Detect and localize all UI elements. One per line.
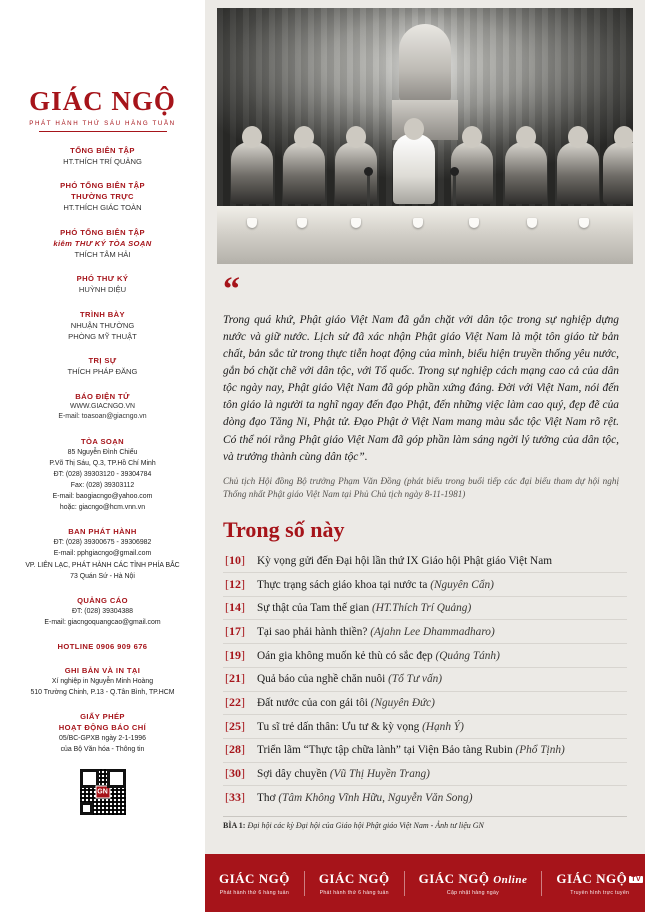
office-title: BAN PHÁT HÀNH xyxy=(68,527,137,537)
office-title: QUẢNG CÁO xyxy=(77,595,128,605)
footer-logo-online[interactable] xyxy=(404,871,542,896)
footer-logo-tv-tag: TV xyxy=(631,876,642,884)
photo-person xyxy=(557,142,599,204)
toc-entry xyxy=(257,767,430,782)
footer-logo-weekly[interactable] xyxy=(304,871,404,896)
office-line: 73 Quán Sứ - Hà Nội xyxy=(70,572,135,580)
license-title-2: HOẠT ĐỘNG BÁO CHÍ xyxy=(58,722,147,732)
toc-page-value: 28 xyxy=(229,742,241,757)
footer-logos xyxy=(205,871,645,896)
qr-finder-bottom-left xyxy=(80,802,93,815)
toc-entry-title: Đất nước của con gái tôi xyxy=(257,697,368,709)
credit-title: PHÓ TỔNG BIÊN TẬP xyxy=(60,227,145,237)
toc-item[interactable] xyxy=(223,549,627,573)
credit-line: PHÒNG MỸ THUẬT xyxy=(68,331,137,341)
toc-entry xyxy=(257,554,552,569)
credit-line: THÍCH TÂM HẢI xyxy=(74,249,131,259)
toc-page-number: [14] xyxy=(225,600,245,615)
credit-line: THÍCH PHÁP ĐĂNG xyxy=(67,367,138,377)
credit-title: TỔNG BIÊN TẬP xyxy=(70,146,135,155)
toc-item[interactable] xyxy=(223,573,627,597)
toc-entry xyxy=(257,720,464,735)
photo-teacup xyxy=(527,218,537,228)
toc-entry-author: (Nguyên Cẩn) xyxy=(430,578,494,591)
toc-entry-title: Thực trạng sách giáo khoa tại nước ta xyxy=(257,578,428,591)
toc-page-number: [21] xyxy=(225,671,245,686)
footer-left-spacer xyxy=(0,854,205,912)
toc-item[interactable] xyxy=(223,597,627,621)
photo-delegates-row xyxy=(217,112,633,204)
footer-logo-sub: Phát hành thứ 6 hàng tuần xyxy=(319,889,389,896)
credit-title-2: THƯỜNG TRỰC xyxy=(71,192,134,202)
toc-entry xyxy=(257,696,435,711)
credit-line: NHUẬN THƯỜNG xyxy=(70,320,135,330)
credit-block xyxy=(10,227,195,260)
toc-entry-author: (Hạnh Ý) xyxy=(422,720,464,733)
office-block-toasoan xyxy=(10,436,195,513)
toc-item[interactable] xyxy=(223,668,627,692)
office-line: ĐT: (028) 39303120 - 39304784 xyxy=(53,471,152,479)
photo-table xyxy=(217,206,633,264)
photo-person xyxy=(505,142,547,204)
photo-person xyxy=(231,142,273,204)
license-line: 05/BC-GPXB ngày 2-1-1996 xyxy=(59,734,146,742)
caption-text: Đại hội các kỳ Đại hội của Giáo hội Phật giáo Việt Nam - Ảnh tư liệu GN xyxy=(247,820,484,830)
office-block-printing xyxy=(10,665,195,698)
footer-logo-print[interactable] xyxy=(205,871,304,896)
office-title: TÒA SOẠN xyxy=(81,437,124,447)
toc-entry xyxy=(257,672,442,687)
content-column xyxy=(205,0,645,854)
quote-text: Trong quá khứ, Phật giáo Việt Nam đã gắn chặt với dân tộc trong sự nghiệp dựng nước và giữ nước. Lịch sử đã xác nhận Phật giáo Việt Nam là một tôn giáo từ bản chất, bản sắc từ trong thực tiễn hoạt động của mình, biểu hiện truyền thống yêu nước, gắn bó chặt chẽ với dân tộc, với Tổ quốc. Trong sự nghiệp cách mạng cao cả của dân tộc ngày nay, Phật giáo Việt Nam đã góp phần xứng đáng. Đời với Việt Nam, nói đến tôn giáo là người ta nghĩ ngay đến đạo Phật, đến những việc làm cao quý, đẹp đẽ của dòng đạo Tăng Ni, Phật tử. Đạo Phật ở Việt Nam mang màu sắc tộc Việt Nam rõ rệt. Có thể nói rằng Phật giáo Việt Nam đã góp phần làm sáng ngời lý tưởng của dân tộc, và trưởng thành cùng dân tộc”. xyxy=(223,313,619,463)
toc-entry-author: (Tâm Không Vĩnh Hữu, Nguyễn Văn Song) xyxy=(278,791,473,804)
toc-entry-title: Quả báo của nghề chăn nuôi xyxy=(257,673,386,686)
toc-page-value: 17 xyxy=(229,623,241,638)
toc-item[interactable] xyxy=(223,715,627,739)
toc-entry-author: (Tổ Tư vấn) xyxy=(388,673,442,686)
pull-quote xyxy=(205,264,645,501)
toc-item[interactable] xyxy=(223,644,627,668)
toc-page-value: 14 xyxy=(229,600,241,615)
office-block-advertising xyxy=(10,595,195,628)
toc-entry xyxy=(257,791,472,806)
office-line: Fax: (028) 39303112 xyxy=(70,482,135,490)
qr-code[interactable] xyxy=(80,769,126,815)
masthead-title: GIÁC NGỘ xyxy=(29,86,176,116)
qr-logo: GN xyxy=(95,785,110,798)
office-line: ĐT: (028) 39300675 - 39306982 xyxy=(53,539,152,547)
toc-page-value: 33 xyxy=(229,789,241,804)
toc-item[interactable] xyxy=(223,763,627,787)
photo-teacup xyxy=(351,218,361,228)
quote-attribution: Chủ tịch Hội đồng Bộ trưởng Phạm Văn Đồng (phát biểu trong buổi tiếp các đại biểu tham dự hội nghị Thống nhất Phật giáo Việt Nam tại Phủ Chủ tịch ngày 8-11-1981) xyxy=(223,475,619,500)
toc-item[interactable] xyxy=(223,692,627,716)
toc-item[interactable] xyxy=(223,620,627,644)
footer-wrap xyxy=(0,854,645,912)
quote-mark-icon: “ xyxy=(223,271,240,308)
caption-label: BÌA 1: xyxy=(223,820,246,830)
toc-page-number: [30] xyxy=(225,766,245,781)
toc-page-number: [25] xyxy=(225,718,245,733)
toc-heading: Trong số này xyxy=(223,517,345,543)
toc-entry-title: Tu sĩ trẻ dấn thân: Ưu tư & kỳ vọng xyxy=(257,720,420,733)
credit-block xyxy=(10,145,195,167)
photo-table-items xyxy=(217,212,633,228)
toc-entry-author: (Vũ Thị Huyền Trang) xyxy=(329,768,430,781)
toc-entry xyxy=(257,743,565,758)
toc-entry-author: (Quảng Tánh) xyxy=(435,649,500,662)
office-block-distribution xyxy=(10,526,195,581)
credit-title: BÁO ĐIỆN TỬ xyxy=(75,391,130,401)
toc-page-value: 25 xyxy=(229,718,241,733)
credit-block xyxy=(10,180,195,213)
toc-entry xyxy=(257,625,495,640)
photo-bust-statue xyxy=(399,24,451,102)
footer-logo-online-word: Online xyxy=(493,873,528,886)
footer-logo-name: GIÁC NGỘ xyxy=(318,870,390,886)
toc-entry-author: (Phổ Tịnh) xyxy=(515,744,565,757)
table-of-contents xyxy=(223,549,627,808)
email-link[interactable]: E-mail: toasoan@giacngo.vn xyxy=(58,413,147,421)
photo-person xyxy=(603,142,633,204)
office-line: VP. LIÊN LẠC, PHÁT HÀNH CÁC TỈNH PHÍA BẮC xyxy=(25,561,180,569)
toc-page-value: 10 xyxy=(229,552,241,567)
masthead-rule xyxy=(39,131,167,132)
footer-logo-name: GIÁC NGỘ xyxy=(219,870,290,886)
toc-page-value: 21 xyxy=(229,671,241,686)
credit-line: HT.THÍCH TRÍ QUẢNG xyxy=(63,157,142,166)
toc-page-value: 12 xyxy=(229,576,241,591)
footer-logo-sub: Phát hành thứ 6 hàng tuần xyxy=(219,889,290,896)
toc-page-number: [10] xyxy=(225,552,245,567)
credit-title: TRỊ SỰ xyxy=(88,356,117,366)
photo-teacup xyxy=(297,218,307,228)
office-line: P.Võ Thị Sáu, Q.3, TP.Hồ Chí Minh xyxy=(49,460,156,468)
photo-teacup xyxy=(413,218,423,228)
photo-microphone xyxy=(367,174,370,208)
credit-title: PHÓ THƯ KÝ xyxy=(76,274,129,284)
footer-logo-name xyxy=(419,871,528,887)
footer-logo-sub: Truyền hình trực tuyến xyxy=(570,889,630,896)
toc-entry-title: Thơ xyxy=(257,791,276,804)
office-line[interactable]: E-mail: pphgiacngo@gmail.com xyxy=(53,550,152,558)
toc-entry-title: Triển lãm “Thực tập chữa lành” tại Viện Bảo tàng Rubin xyxy=(257,744,513,757)
hotline-block xyxy=(10,641,195,652)
toc-entry-title: Tại sao phải hành thiền? xyxy=(257,625,368,638)
credit-title-2: kiêm THƯ KÝ TÒA SOẠN xyxy=(53,238,152,248)
toc-page-number: [17] xyxy=(225,623,245,638)
credit-block xyxy=(10,273,195,295)
office-line: ĐT: (028) 39304388 xyxy=(72,607,133,615)
office-line: 85 Nguyễn Đình Chiểu xyxy=(67,449,138,457)
footer-logo-tv[interactable] xyxy=(541,871,645,896)
toc-page-number: [28] xyxy=(225,742,245,757)
office-title: GHI BẢN VÀ IN TẠI xyxy=(64,665,141,675)
toc-page-value: 22 xyxy=(229,695,241,709)
toc-page-number: [19] xyxy=(225,647,245,662)
office-line: 510 Trường Chinh, P.13 - Q.Tân Bình, TP.HCM xyxy=(30,688,175,696)
masthead-subtitle: PHÁT HÀNH THỨ SÁU HÀNG TUẦN xyxy=(29,120,176,127)
footer-logo-name-text: GIÁC NGỘ xyxy=(418,870,490,886)
photo-teacup xyxy=(469,218,479,228)
credit-title: TRÌNH BÀY xyxy=(80,309,125,319)
office-line[interactable]: hoặc: giacngo@hcm.vnn.vn xyxy=(59,504,146,512)
credit-line: HT.THÍCH GIÁC TOÀN xyxy=(63,203,142,213)
toc-page-number: [12] xyxy=(225,576,245,591)
license-line: của Bộ Văn hóa - Thông tin xyxy=(60,745,145,753)
credit-block xyxy=(10,355,195,377)
toc-item[interactable] xyxy=(223,739,627,763)
toc-entry-title: Oán gia không muốn kẻ thù có sắc đẹp xyxy=(257,649,433,662)
toc-entry xyxy=(257,578,494,593)
credit-block-digital xyxy=(10,391,195,423)
hotline-title: HOTLINE 0906 909 676 xyxy=(57,641,148,651)
cover-photo xyxy=(217,8,633,264)
toc-entry-author: (Ajahn Lee Dhammadharo) xyxy=(370,625,495,638)
photo-teacup xyxy=(579,218,589,228)
toc-entry-author: (HT.Thích Trí Quảng) xyxy=(371,602,472,615)
footer-logo-name xyxy=(556,871,643,887)
toc-page-value: 19 xyxy=(229,647,241,662)
qr-code-wrap xyxy=(10,769,195,815)
toc-entry-title: Sợi dây chuyền xyxy=(257,768,327,781)
footer-bar xyxy=(205,854,645,912)
website-link[interactable]: WWW.GIACNGO.VN xyxy=(69,402,136,410)
toc-entry-title: Sự thật của Tam thế gian xyxy=(257,602,370,615)
credit-line: HUỲNH DIỆU xyxy=(78,285,127,295)
office-line[interactable]: E-mail: baogiacngo@yahoo.com xyxy=(52,493,153,501)
toc-page-value: 30 xyxy=(229,766,241,781)
toc-item[interactable] xyxy=(223,786,627,809)
license-block xyxy=(10,711,195,755)
photo-person xyxy=(393,134,435,204)
office-line[interactable]: E-mail: giacngoquangcao@gmail.com xyxy=(44,618,161,626)
credit-title: PHÓ TỔNG BIÊN TẬP xyxy=(60,181,145,191)
toc-entry xyxy=(257,601,471,616)
office-line: Xí nghiệp in Nguyễn Minh Hoàng xyxy=(51,677,154,685)
credit-block xyxy=(10,309,195,343)
license-title: GIẤY PHÉP xyxy=(80,711,125,721)
footer-logo-sub: Cập nhật hàng ngày xyxy=(446,889,500,896)
colophon-column xyxy=(0,0,205,854)
photo-person xyxy=(283,142,325,204)
photo-teacup xyxy=(247,218,257,228)
footer-logo-name-text: GIÁC NGỘ xyxy=(556,870,628,886)
toc-page-number: [33] xyxy=(225,789,245,804)
toc-entry-author: (Nguyên Đức) xyxy=(370,697,435,709)
cover-caption xyxy=(223,816,627,830)
toc-entry-title: Kỳ vọng gửi đến Đại hội lần thứ IX Giáo hội Phật giáo Việt Nam xyxy=(257,554,552,567)
photo-microphone xyxy=(453,174,456,208)
toc-page-number: [22] xyxy=(225,695,245,709)
toc-entry xyxy=(257,649,500,664)
